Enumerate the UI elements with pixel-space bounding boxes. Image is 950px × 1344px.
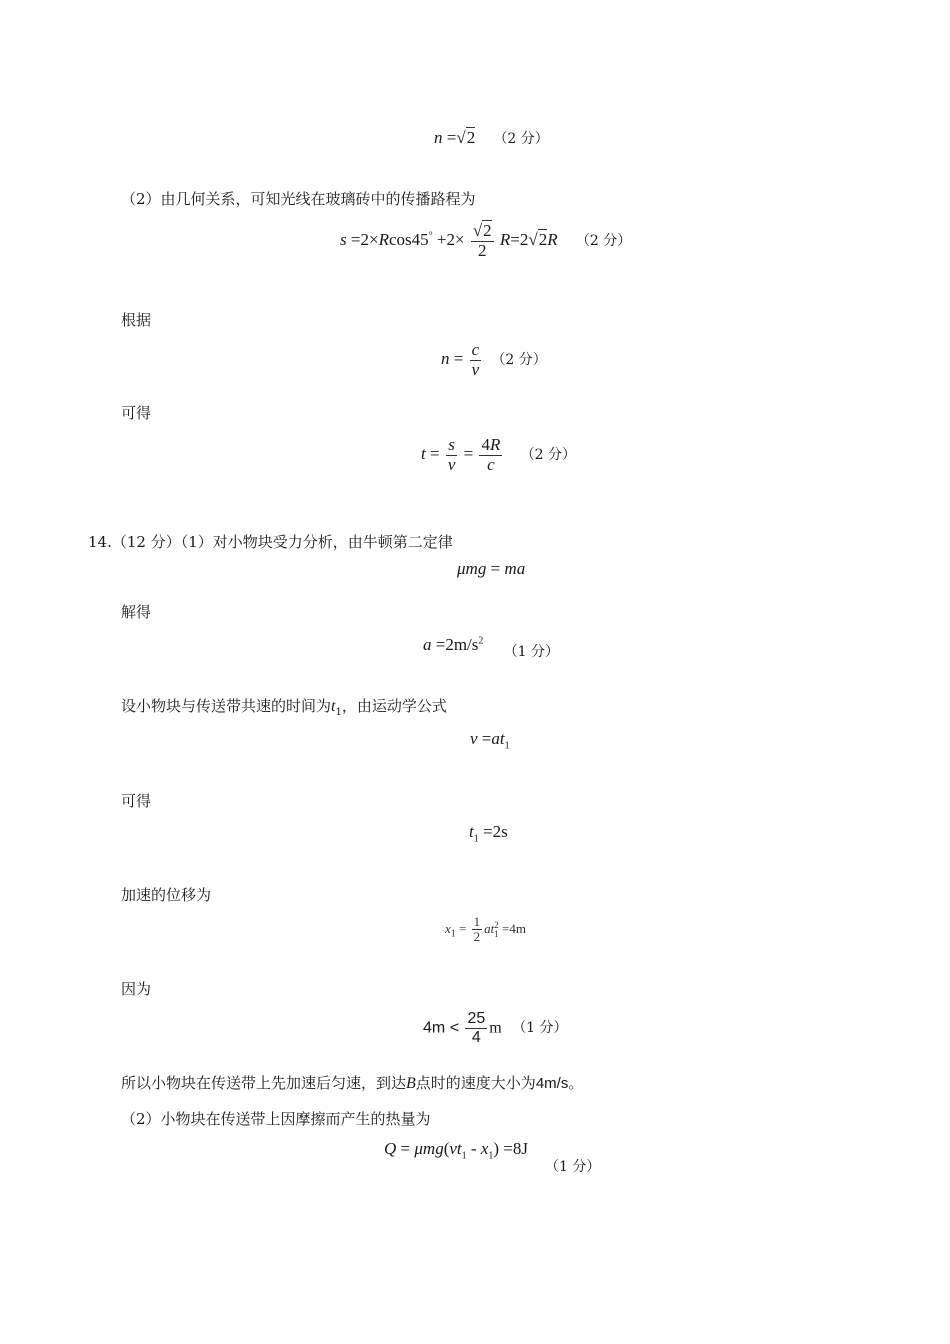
score-label: （1 分） <box>512 1020 568 1037</box>
equation-heat <box>384 1139 528 1161</box>
score-label: （1 分） <box>503 644 560 660</box>
label-ke-de-2: 可得 <box>121 792 152 810</box>
score-label: （2 分） <box>520 447 576 464</box>
denominator: v <box>471 359 480 379</box>
var-t: t <box>421 444 426 464</box>
paren-close: ) <box>493 1139 500 1158</box>
text-part: 点时的速度大小为 <box>415 1074 536 1092</box>
var-n: n <box>441 349 450 369</box>
var-x: x <box>445 920 451 936</box>
numerator: 2 <box>483 221 492 240</box>
paragraph-conclusion <box>121 1072 583 1093</box>
degree-sign: ° <box>428 230 433 242</box>
score-label: （2 分） <box>491 352 547 369</box>
exponent: 2 <box>478 635 484 647</box>
eq-sign: = <box>446 128 457 147</box>
minus-sign: - <box>466 1139 481 1158</box>
eq-part: =2 <box>510 230 529 250</box>
eq-part: +2× <box>436 230 465 250</box>
point-B: B <box>406 1075 416 1092</box>
equation-v-at1 <box>470 729 510 751</box>
denominator: c <box>487 454 495 474</box>
equation-newton <box>457 559 525 579</box>
equation-t <box>421 436 576 474</box>
value: =4m <box>502 920 526 936</box>
equation-n-c-over-v <box>441 341 547 379</box>
var-R: R <box>499 230 511 250</box>
fraction-4R-over-c <box>479 436 502 474</box>
var-R: R <box>378 230 389 250</box>
label-jie-de: 解得 <box>121 603 152 621</box>
eq-sign: = <box>481 729 492 748</box>
equation-s-path <box>340 222 631 260</box>
eq-sign: = <box>400 1139 411 1158</box>
var-x: x <box>480 1139 489 1158</box>
var-s: s <box>340 230 347 250</box>
denominator: 4 <box>471 1028 481 1046</box>
numerator: c <box>471 340 480 359</box>
eq-part: =2× <box>350 230 379 250</box>
velocity-value: 4m/s <box>535 1075 569 1092</box>
denominator: 2 <box>477 240 487 260</box>
subscript: 1 <box>473 833 479 845</box>
var-t: t <box>331 698 336 715</box>
unit: m <box>489 1019 502 1037</box>
equation-n-sqrt2 <box>434 128 549 148</box>
paragraph-p2-intro: （2）由几何关系，可知光线在玻璃砖中的传播路程为 <box>121 190 476 208</box>
var-mg: mg <box>465 559 487 578</box>
radicand: 2 <box>538 230 548 250</box>
eq-sign: = <box>490 559 501 578</box>
denominator: v <box>447 454 456 474</box>
subscript: 1 <box>488 1150 494 1162</box>
var-t: t <box>469 822 474 841</box>
numerator: 25 <box>467 1010 486 1027</box>
var-at: at <box>484 920 495 936</box>
value: =2m/s <box>435 635 479 654</box>
var-mg: mg <box>422 1139 444 1158</box>
numerator: s <box>448 435 455 454</box>
eq-sign: = <box>453 349 464 369</box>
subscript: 1 <box>335 707 342 718</box>
text-part: 。 <box>568 1074 584 1092</box>
numerator: 1 <box>473 914 481 929</box>
paren-open: ( <box>443 1139 450 1158</box>
equation-t1 <box>469 822 508 844</box>
paragraph-gongsu <box>121 695 447 718</box>
value: 4m <box>423 1019 446 1037</box>
value: =2s <box>482 822 508 841</box>
var-mu: μ <box>457 559 466 578</box>
var-a: a <box>423 635 432 654</box>
denominator: 2 <box>473 929 481 945</box>
text-part: 所以小物块在传送带上先加速后匀速，到达 <box>121 1074 407 1092</box>
radicand: 2 <box>466 128 476 147</box>
var-vt: vt <box>449 1139 462 1158</box>
cos-part: cos45 <box>388 230 429 250</box>
fraction-s-over-v <box>446 436 458 474</box>
var-mu: μ <box>414 1139 423 1158</box>
numerator: 4 <box>481 435 490 454</box>
label-yinwei: 因为 <box>121 980 152 998</box>
text-part: ，由运动学公式 <box>341 697 447 715</box>
numerator-var: R <box>489 435 501 454</box>
subscript: 1 <box>461 1150 467 1162</box>
var-R: R <box>547 230 558 250</box>
score-label: （2 分） <box>493 131 549 147</box>
label-gen-ju: 根据 <box>121 311 152 329</box>
var-v: v <box>470 729 478 748</box>
less-than-sign: < <box>449 1019 460 1037</box>
fraction-sqrt2-over-2 <box>471 222 494 260</box>
sqrt-sign: √ <box>528 230 538 250</box>
exponent: 2 <box>494 919 499 930</box>
equation-acceleration <box>423 635 559 661</box>
score-label: （2 分） <box>575 233 632 250</box>
question-14-heading: 14.（12 分）（1）对小物块受力分析，由牛顿第二定律 <box>88 533 453 551</box>
label-jiasu: 加速的位移为 <box>121 886 212 904</box>
subscript: 1 <box>504 740 510 752</box>
eq-sign: = <box>463 444 474 464</box>
var-at: at <box>491 729 505 748</box>
eq-sign: = <box>459 920 467 936</box>
var-Q: Q <box>384 1139 397 1158</box>
equation-inequality <box>423 1010 568 1046</box>
sqrt-sign: √ <box>472 221 483 240</box>
var-ma: ma <box>504 559 526 578</box>
fraction-half <box>472 915 483 945</box>
value: =8J <box>503 1139 528 1158</box>
paragraph-p2b: （2）小物块在传送带上因摩擦而产生的热量为 <box>121 1110 431 1128</box>
score-label: （1 分） <box>545 1159 601 1175</box>
sup-sub-stack <box>494 921 499 939</box>
label-ke-de-1: 可得 <box>121 404 152 422</box>
equation-x1 <box>445 915 526 945</box>
var-n: n <box>434 128 443 147</box>
fraction-c-over-v <box>470 341 482 379</box>
fraction-25-over-4 <box>465 1010 487 1046</box>
subscript: 1 <box>450 928 456 940</box>
subscript: 1 <box>494 928 499 939</box>
eq-sign: = <box>429 444 440 464</box>
text-part: 设小物块与传送带共速的时间为 <box>121 697 332 715</box>
sqrt-sign: √ <box>456 128 466 147</box>
